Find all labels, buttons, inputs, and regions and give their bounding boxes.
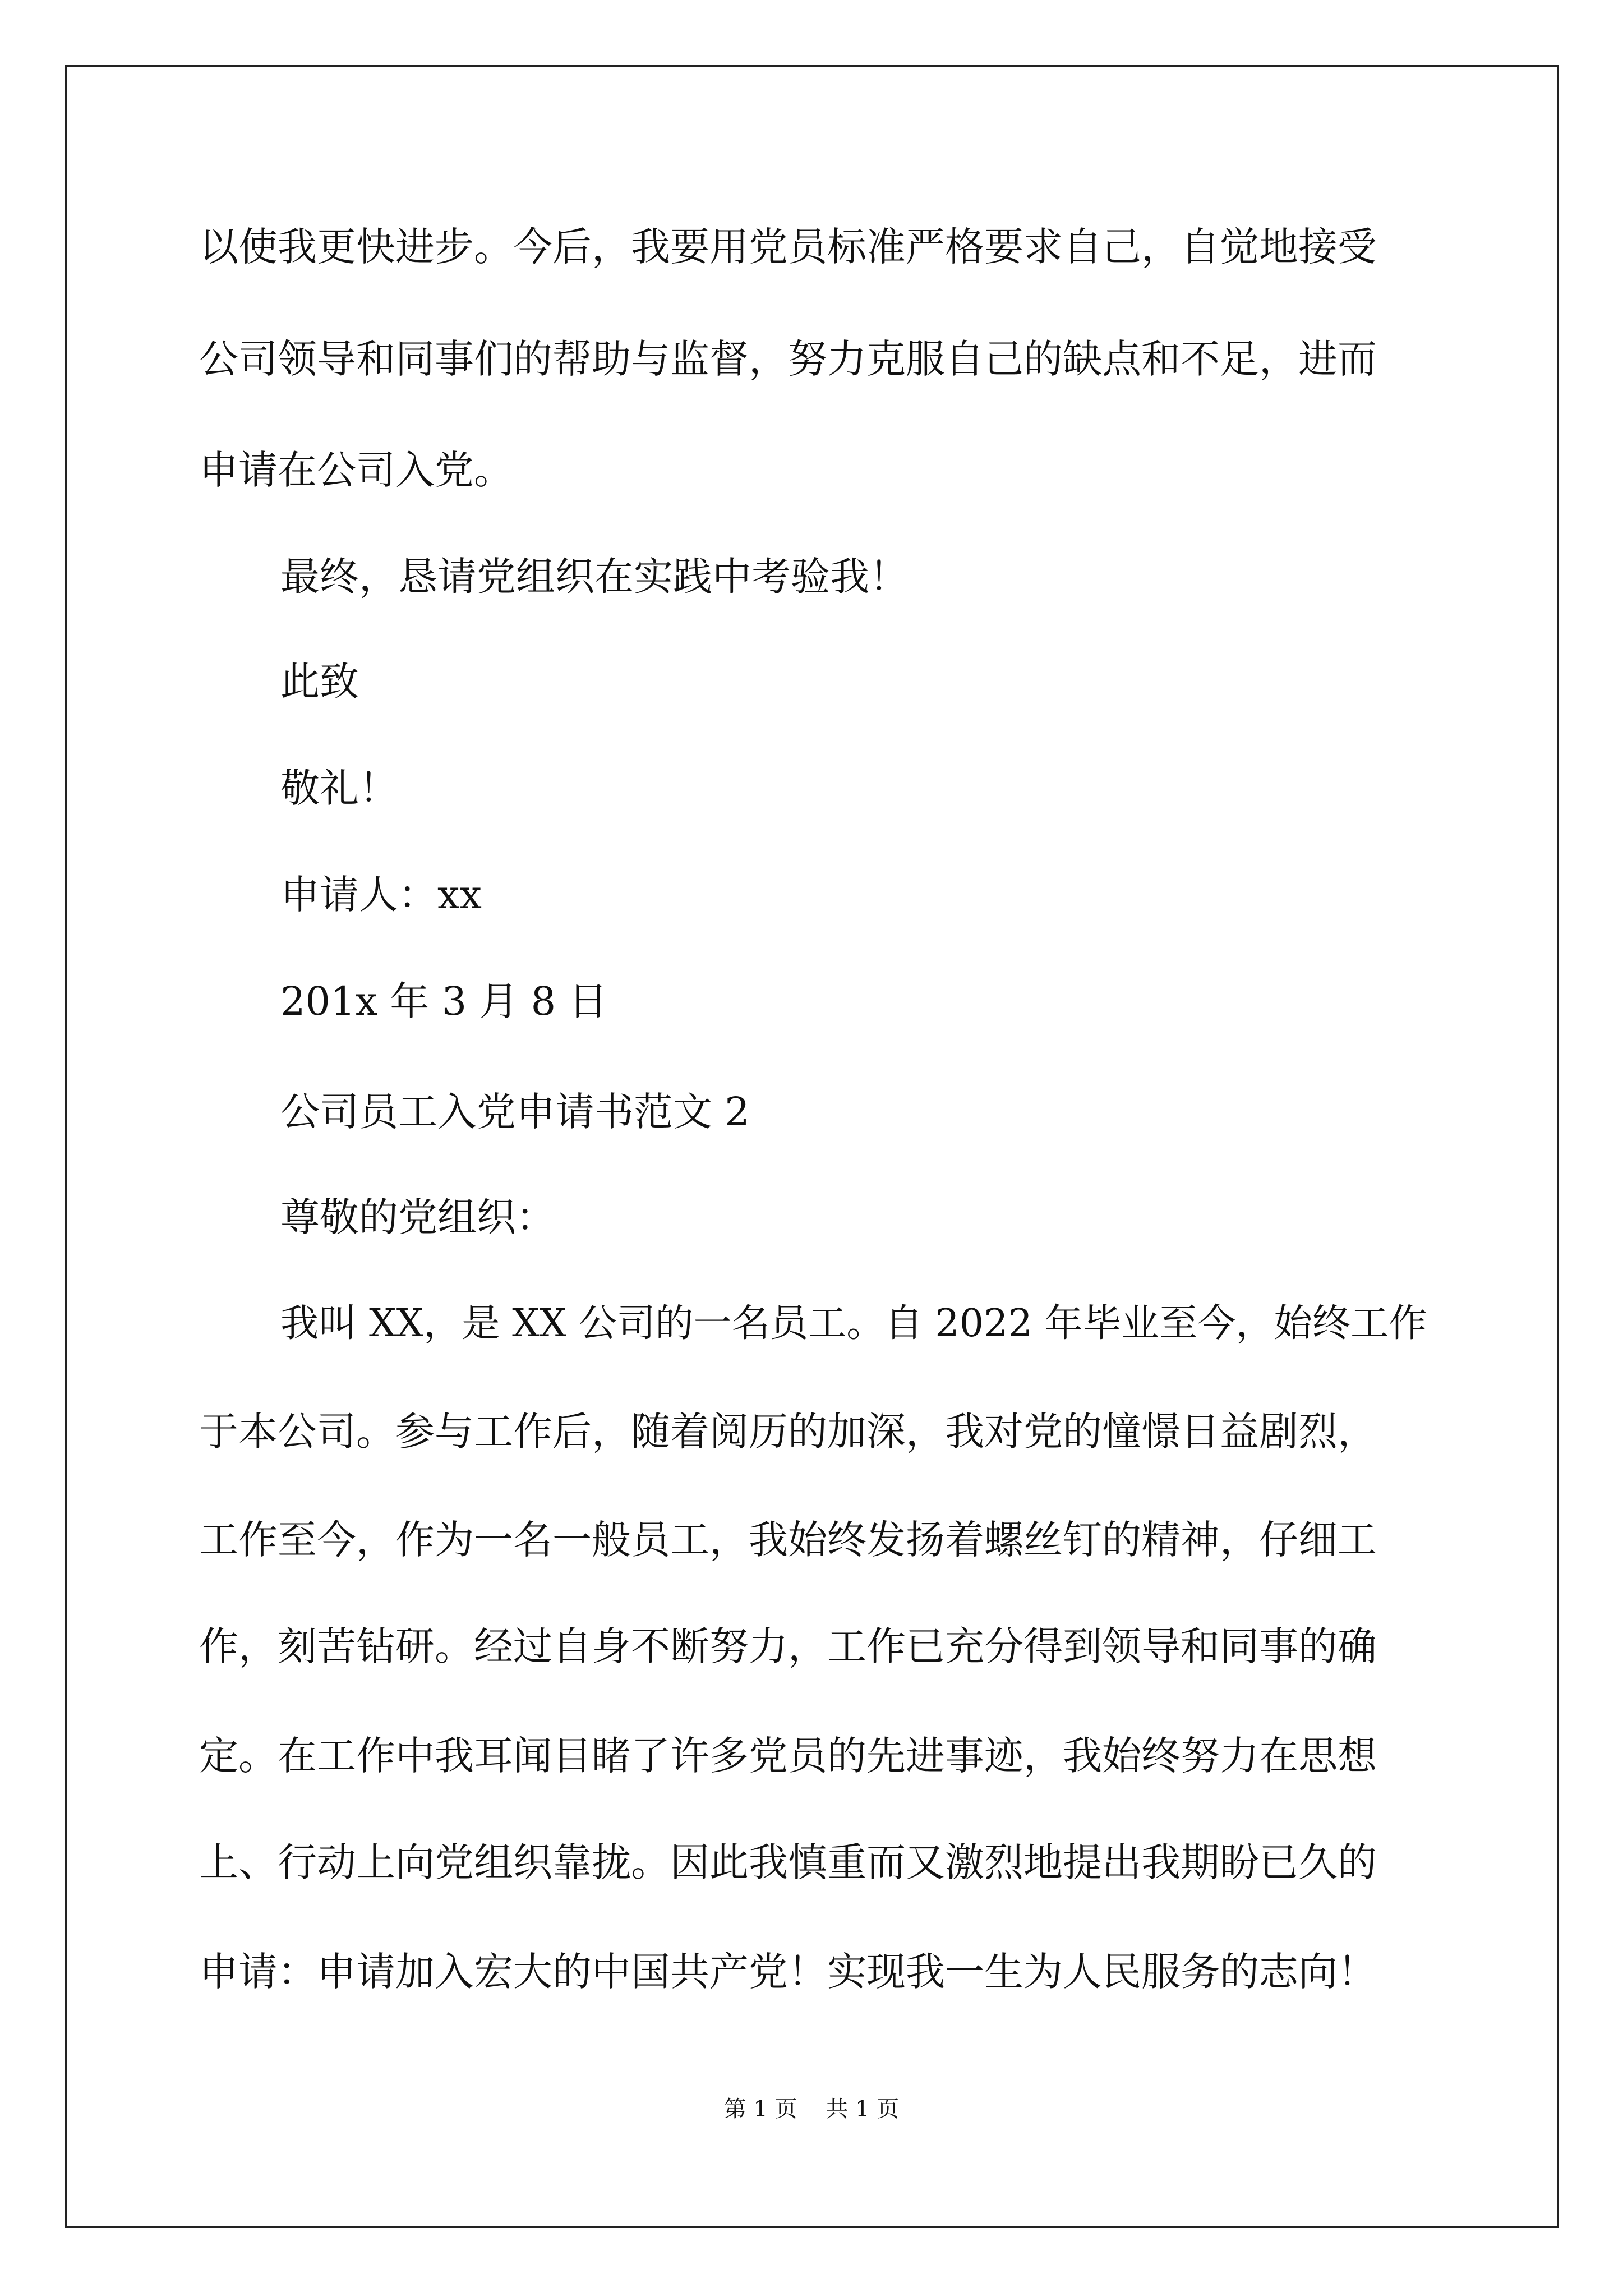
page-border <box>65 65 1559 2228</box>
date-line: 201x 年 3 月 8 日 <box>280 978 608 1024</box>
body-line: 上、行动上向党组织靠拢。因此我慎重而又激烈地提出我期盼已久的 <box>199 1839 1377 1885</box>
body-line: 以使我更快进步。今后，我要用党员标准严格要求自己，自觉地接受 <box>199 224 1377 270</box>
body-line: 定。在工作中我耳闻目睹了许多党员的先进事迹，我始终努力在思想 <box>199 1733 1377 1779</box>
body-line: 工作至今，作为一名一般员工，我始终发扬着螺丝钉的精神，仔细工 <box>199 1517 1377 1563</box>
page-number-footer: 第 1 页 共 1 页 <box>723 2096 900 2122</box>
body-line: 公司领导和同事们的帮助与监督，努力克服自己的缺点和不足，进而 <box>199 336 1377 382</box>
salutation-line: 此致 <box>280 659 359 705</box>
body-line: 申请：申请加入宏大的中国共产党！实现我一生为人民服务的志向！ <box>199 1949 1377 1995</box>
body-line: 最终，恳请党组织在实践中考验我！ <box>280 554 909 600</box>
body-line: 作，刻苦钻研。经过自身不断努力，工作已充分得到领导和同事的确 <box>199 1623 1377 1669</box>
greeting-line: 尊敬的党组织： <box>280 1194 555 1240</box>
body-line: 于本公司。参与工作后，随着阅历的加深，我对党的憧憬日益剧烈， <box>199 1409 1377 1455</box>
salutation-line: 敬礼！ <box>280 765 398 811</box>
body-line: 我叫 XX，是 XX 公司的一名员工。自 2022 年毕业至今，始终工作 <box>280 1301 1427 1346</box>
applicant-line: 申请人：xx <box>280 872 482 918</box>
section-title: 公司员工入党申请书范文 2 <box>280 1089 750 1135</box>
body-line: 申请在公司入党。 <box>199 447 513 493</box>
